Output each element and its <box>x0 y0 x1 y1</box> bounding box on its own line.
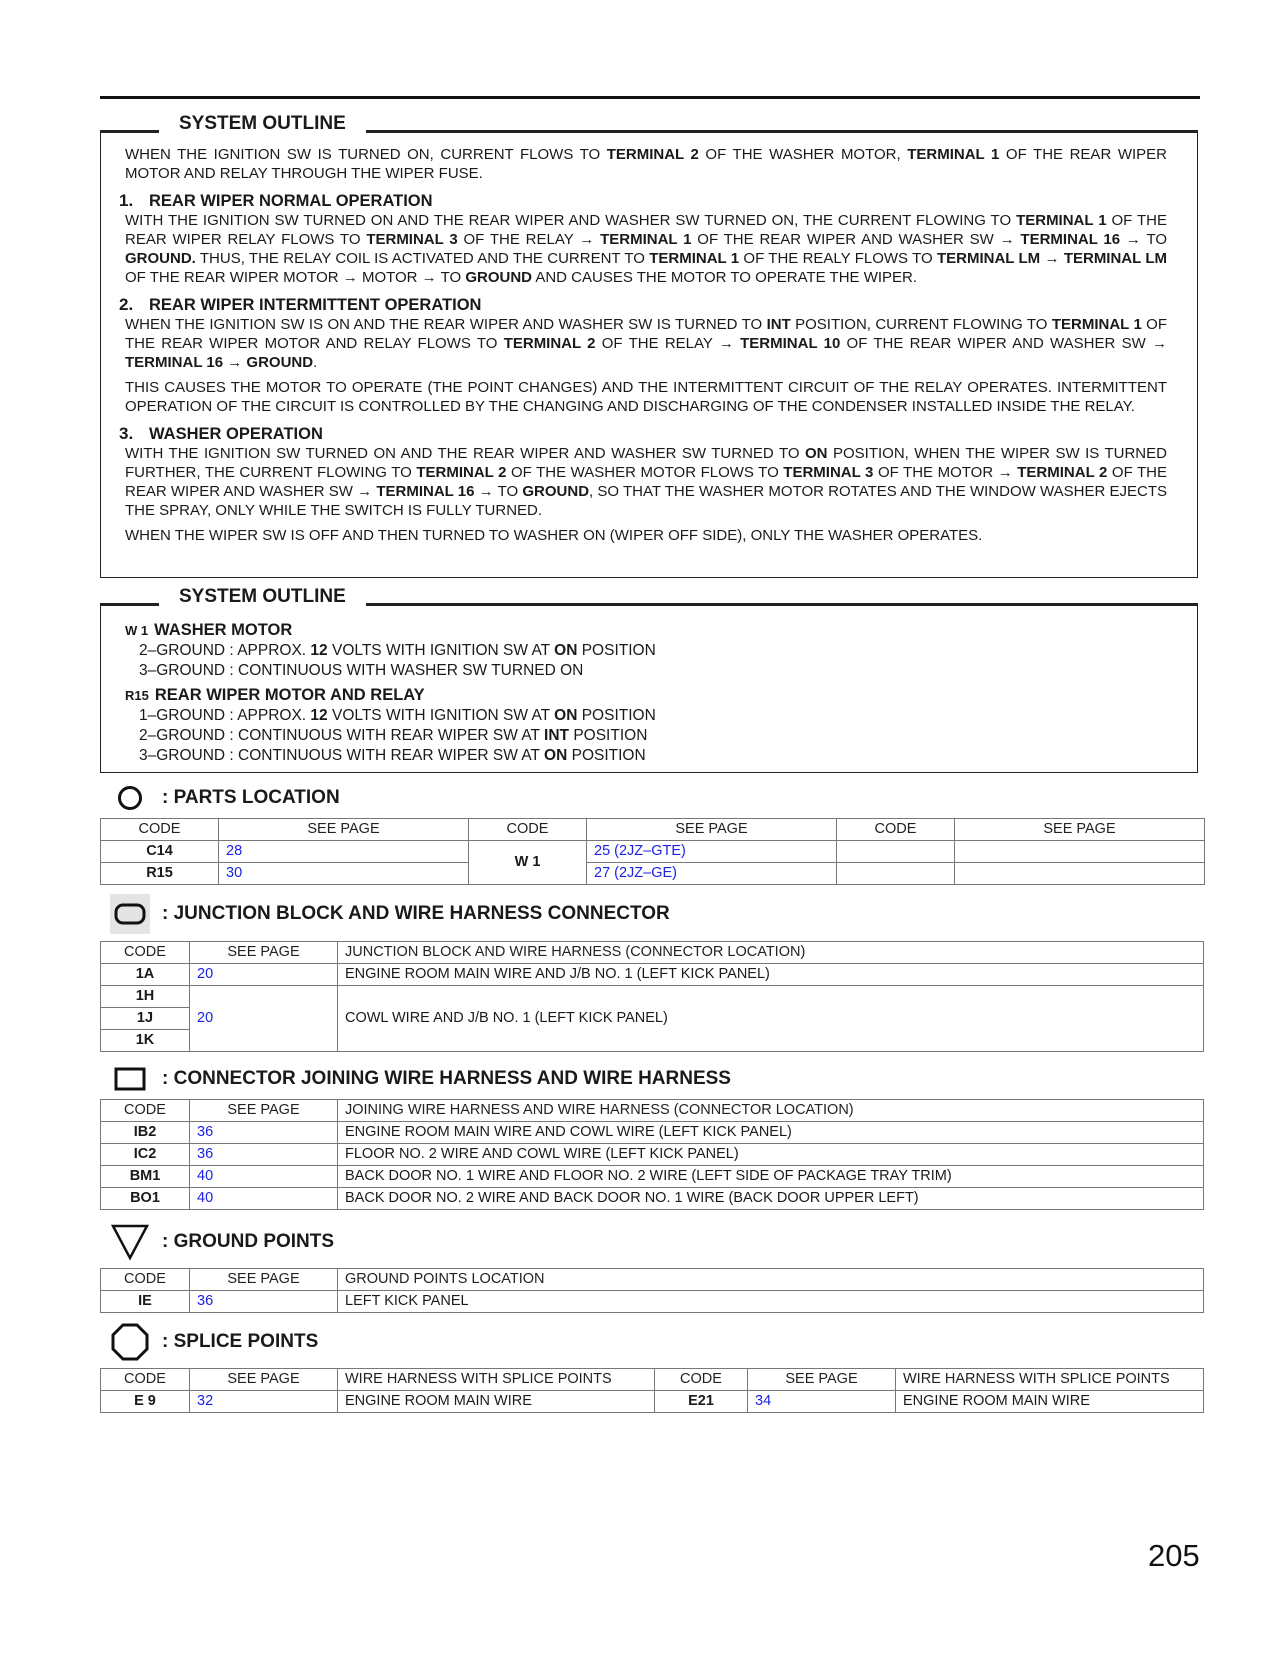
see-page-link[interactable]: 36 <box>190 1144 338 1166</box>
body-text: WITH THE IGNITION SW TURNED ON AND THE REAR WIPER AND WASHER SW TURNED ON, THE CURRENT FLOWING TO <box>125 212 1017 229</box>
body-text: WHEN THE IGNITION SW IS TURNED ON, CURRENT FLOWS TO <box>125 146 607 163</box>
service-hints-box <box>100 586 1198 773</box>
emphasis-text: ON <box>554 707 578 724</box>
emphasis-text: TERMINAL 16 <box>1020 231 1121 248</box>
see-page-link[interactable]: 36 <box>190 1122 338 1144</box>
see-page-link[interactable]: 27 (2JZ–GE) <box>587 863 837 885</box>
section-paragraph <box>125 444 1167 520</box>
octagon-icon <box>110 1322 150 1362</box>
body-text: , SO THAT THE WASHER MOTOR ROTATES AND THE WINDOW WASHER EJECTS THE SPRAY, ONLY WHILE THE SWITCH IS FULLY TURNED. <box>125 483 1167 519</box>
column-header: SEE PAGE <box>190 942 338 964</box>
column-header: CODE <box>101 942 190 964</box>
body-text: OF THE WASHER MOTOR FLOWS TO <box>506 464 784 481</box>
top-rule <box>100 96 1200 99</box>
column-header: SEE PAGE <box>219 819 469 841</box>
body-text: 3–GROUND : CONTINUOUS WITH WASHER SW TURNED ON <box>139 662 584 679</box>
column-header: SEE PAGE <box>190 1369 338 1391</box>
body-text: → <box>1040 250 1064 267</box>
triangle-down-icon <box>110 1222 150 1262</box>
section-heading <box>119 295 1167 315</box>
emphasis-text: GROUND <box>465 269 532 286</box>
ground-points-table <box>100 1268 1204 1313</box>
section-heading <box>119 191 1167 211</box>
body-text: 2–GROUND : CONTINUOUS WITH REAR WIPER SW AT <box>139 727 545 744</box>
connector-joining-heading <box>110 1059 731 1099</box>
body-text: 1–GROUND : APPROX. <box>139 707 311 724</box>
ground-points-heading <box>110 1222 334 1262</box>
column-header: WIRE HARNESS WITH SPLICE POINTS <box>338 1369 655 1391</box>
empty-cell <box>837 863 955 885</box>
connector-code: 1H <box>101 986 190 1008</box>
part-heading <box>125 620 656 641</box>
column-header: SEE PAGE <box>748 1369 896 1391</box>
connector-code: IC2 <box>101 1144 190 1166</box>
column-header: JOINING WIRE HARNESS AND WIRE HARNESS (CONNECTOR LOCATION) <box>338 1100 1204 1122</box>
connector-joining-table <box>100 1099 1204 1210</box>
splice-points-table <box>100 1368 1204 1413</box>
column-header: CODE <box>655 1369 748 1391</box>
check-line <box>139 641 656 661</box>
part-code: R15 <box>125 688 149 703</box>
body-text: . <box>313 354 318 371</box>
ground-location: LEFT KICK PANEL <box>338 1291 1204 1313</box>
page-number: 205 <box>1148 1538 1200 1573</box>
ground-points-title: : GROUND POINTS <box>162 1231 335 1252</box>
body-text: OF THE REAR WIPER AND WASHER SW → <box>691 231 1021 248</box>
emphasis-text: TERMINAL LM <box>936 250 1041 267</box>
junction-block-table <box>100 941 1204 1052</box>
connector-location: COWL WIRE AND J/B NO. 1 (LEFT KICK PANEL) <box>338 986 1204 1052</box>
connector-joining-title: : CONNECTOR JOINING WIRE HARNESS AND WIRE HARNESS <box>162 1068 731 1089</box>
body-text: 3–GROUND : CONTINUOUS WITH REAR WIPER SW AT <box>139 747 545 764</box>
connector-code: BM1 <box>101 1166 190 1188</box>
junction-block-title: : JUNCTION BLOCK AND WIRE HARNESS CONNECTOR <box>162 903 670 924</box>
system-outline-title: SYSTEM OUTLINE <box>159 113 366 135</box>
part-name: WASHER MOTOR <box>154 621 293 639</box>
connector-code: 1K <box>101 1030 190 1052</box>
section-number: 2. <box>119 295 134 314</box>
connector-code: IB2 <box>101 1122 190 1144</box>
part-code: R15 <box>101 863 219 885</box>
see-page-link[interactable]: 30 <box>219 863 469 885</box>
ground-code: IE <box>101 1291 190 1313</box>
connector-code: 1J <box>101 1008 190 1030</box>
table-row <box>101 1166 1204 1188</box>
section-number: 1. <box>119 191 134 210</box>
emphasis-text: TERMINAL 1 <box>600 231 692 248</box>
empty-cell <box>837 841 955 863</box>
see-page-link[interactable]: 28 <box>219 841 469 863</box>
emphasis-text: 12 <box>310 642 328 659</box>
connector-code: 1A <box>101 964 190 986</box>
body-text: WITH THE IGNITION SW TURNED ON AND THE REAR WIPER AND WASHER SW TURNED TO <box>125 445 805 462</box>
column-header: GROUND POINTS LOCATION <box>338 1269 1204 1291</box>
splice-points-title: : SPLICE POINTS <box>162 1331 319 1352</box>
splice-code: E21 <box>655 1391 748 1413</box>
body-text: THUS, THE RELAY COIL IS ACTIVATED AND THE CURRENT TO <box>195 250 650 267</box>
check-line <box>139 706 656 726</box>
parts-location-heading <box>110 778 340 818</box>
emphasis-text: INT <box>766 316 791 333</box>
body-text: POSITION <box>577 642 656 659</box>
emphasis-text: GROUND <box>522 483 590 500</box>
see-page-link[interactable]: 34 <box>748 1391 896 1413</box>
table-row <box>101 1391 1204 1413</box>
emphasis-text: TERMINAL 2 <box>503 335 596 352</box>
body-text: POSITION <box>569 727 648 744</box>
section-title: REAR WIPER NORMAL OPERATION <box>149 192 433 210</box>
section-heading <box>119 424 1167 444</box>
emphasis-text: TERMINAL 3 <box>366 231 458 248</box>
rounded-rect-icon <box>110 894 150 934</box>
splice-harness: ENGINE ROOM MAIN WIRE <box>896 1391 1204 1413</box>
table-row <box>101 1122 1204 1144</box>
emphasis-text: TERMINAL 1 <box>649 250 740 267</box>
emphasis-text: GROUND <box>246 354 314 371</box>
connector-location: BACK DOOR NO. 2 WIRE AND BACK DOOR NO. 1 WIRE (BACK DOOR UPPER LEFT) <box>338 1188 1204 1210</box>
body-text: WHEN THE IGNITION SW IS ON AND THE REAR WIPER AND WASHER SW IS TURNED TO <box>125 316 767 333</box>
emphasis-text: 12 <box>310 707 328 724</box>
column-header: CODE <box>469 819 587 841</box>
emphasis-text: TERMINAL 2 <box>606 146 699 163</box>
connector-location: BACK DOOR NO. 1 WIRE AND FLOOR NO. 2 WIRE (LEFT SIDE OF PACKAGE TRAY TRIM) <box>338 1166 1204 1188</box>
connector-location: FLOOR NO. 2 WIRE AND COWL WIRE (LEFT KICK PANEL) <box>338 1144 1204 1166</box>
see-page-link[interactable]: 20 <box>190 986 338 1052</box>
body-text: OF THE REAR WIPER MOTOR AND RELAY FLOWS TO <box>125 316 1168 352</box>
part-code: W 1 <box>469 841 587 885</box>
section-paragraph <box>125 211 1167 287</box>
section-paragraph <box>125 315 1167 372</box>
column-header: SEE PAGE <box>190 1269 338 1291</box>
emphasis-text: TERMINAL 3 <box>783 464 874 481</box>
body-text: POSITION <box>567 747 646 764</box>
emphasis-text: TERMINAL 10 <box>740 335 841 352</box>
check-line <box>139 726 656 746</box>
empty-cell <box>955 863 1205 885</box>
emphasis-text: TERMINAL 1 <box>1051 316 1142 333</box>
body-text: OF THE WASHER MOTOR, <box>698 146 908 163</box>
connector-location: ENGINE ROOM MAIN WIRE AND COWL WIRE (LEFT KICK PANEL) <box>338 1122 1204 1144</box>
see-page-link[interactable]: 25 (2JZ–GTE) <box>587 841 837 863</box>
body-text: WHEN THE WIPER SW IS OFF AND THEN TURNED TO WASHER ON (WIPER OFF SIDE), ONLY THE WASHER OPERATES. <box>125 527 983 544</box>
body-text: VOLTS WITH IGNITION SW AT <box>327 707 555 724</box>
see-page-link[interactable]: 40 <box>190 1166 338 1188</box>
emphasis-text: TERMINAL 2 <box>1017 464 1108 481</box>
body-text: POSITION <box>577 707 656 724</box>
body-text: AND CAUSES THE MOTOR TO OPERATE THE WIPER. <box>531 269 918 286</box>
table-row <box>101 863 1205 885</box>
body-text: OF THE RELAY → <box>595 335 741 352</box>
body-text: 2–GROUND : APPROX. <box>139 642 311 659</box>
emphasis-text: ON <box>544 747 568 764</box>
service-hints-header <box>101 585 1197 609</box>
section-paragraph <box>125 378 1167 416</box>
body-text: OF THE MOTOR → <box>873 464 1018 481</box>
body-text: VOLTS WITH IGNITION SW AT <box>327 642 555 659</box>
check-line <box>139 746 656 766</box>
table-row <box>101 964 1204 986</box>
square-icon <box>110 1059 150 1099</box>
emphasis-text: TERMINAL 2 <box>416 464 507 481</box>
parts-location-table <box>100 818 1205 885</box>
emphasis-text: TERMINAL 16 <box>376 483 475 500</box>
system-outline-header <box>101 112 1197 136</box>
column-header: CODE <box>101 819 219 841</box>
body-text: → TO <box>1120 231 1168 248</box>
body-text: → TO <box>474 483 523 500</box>
part-name: REAR WIPER MOTOR AND RELAY <box>154 686 425 704</box>
column-header: SEE PAGE <box>955 819 1205 841</box>
body-text: THIS CAUSES THE MOTOR TO OPERATE (THE POINT CHANGES) AND THE INTERMITTENT CIRCUIT OF THE RELAY OPERATES. INTERMITTENT OPERATION OF THE CIRCUIT IS CONTROLLED BY THE CHANGING AND DISCHARGING OF THE CONDENSER INSTALLED INSIDE THE RELAY. <box>125 379 1167 415</box>
circle-icon <box>110 778 150 818</box>
emphasis-text: ON <box>554 642 578 659</box>
column-header: CODE <box>101 1269 190 1291</box>
see-page-link[interactable]: 20 <box>190 964 338 986</box>
column-header: JUNCTION BLOCK AND WIRE HARNESS (CONNECTOR LOCATION) <box>338 942 1204 964</box>
service-hints-title: SYSTEM OUTLINE <box>159 586 366 608</box>
body-text: OF THE REAR WIPER AND WASHER SW → <box>840 335 1167 352</box>
see-page-link[interactable]: 40 <box>190 1188 338 1210</box>
see-page-link[interactable]: 32 <box>190 1391 338 1413</box>
table-row <box>101 1188 1204 1210</box>
splice-code: E 9 <box>101 1391 190 1413</box>
connector-code: BO1 <box>101 1188 190 1210</box>
part-heading <box>125 685 656 706</box>
intro-paragraph <box>125 145 1167 183</box>
connector-location: ENGINE ROOM MAIN WIRE AND J/B NO. 1 (LEFT KICK PANEL) <box>338 964 1204 986</box>
body-text: OF THE REAR WIPER MOTOR → MOTOR → TO <box>125 269 466 286</box>
body-text: OF THE RELAY → <box>457 231 601 248</box>
emphasis-text: GROUND. <box>125 250 196 267</box>
column-header: CODE <box>837 819 955 841</box>
body-text: → <box>223 354 247 371</box>
body-text: POSITION, CURRENT FLOWING TO <box>790 316 1052 333</box>
column-header: WIRE HARNESS WITH SPLICE POINTS <box>896 1369 1204 1391</box>
section-title: REAR WIPER INTERMITTENT OPERATION <box>149 296 482 314</box>
emphasis-text: INT <box>544 727 570 744</box>
table-row <box>101 841 1205 863</box>
emphasis-text: TERMINAL LM <box>1063 250 1168 267</box>
part-code: C14 <box>101 841 219 863</box>
see-page-link[interactable]: 36 <box>190 1291 338 1313</box>
emphasis-text: TERMINAL 1 <box>907 146 1000 163</box>
emphasis-text: TERMINAL 16 <box>125 354 224 371</box>
body-text: OF THE REAR WIPER RELAY FLOWS TO <box>125 212 1167 248</box>
splice-harness: ENGINE ROOM MAIN WIRE <box>338 1391 655 1413</box>
body-text: OF THE REALY FLOWS TO <box>739 250 937 267</box>
check-line <box>139 661 656 681</box>
junction-block-heading <box>110 894 670 934</box>
table-row <box>101 1144 1204 1166</box>
body-text: OF THE REAR WIPER AND WASHER SW → <box>125 464 1168 500</box>
body-text: POSITION, WHEN THE WIPER SW IS TURNED FURTHER, THE CURRENT FLOWING TO <box>125 445 1167 481</box>
table-row <box>101 1291 1204 1313</box>
system-outline-box <box>100 113 1198 578</box>
column-header: CODE <box>101 1369 190 1391</box>
empty-cell <box>955 841 1205 863</box>
table-row <box>101 986 1204 1008</box>
parts-location-title: : PARTS LOCATION <box>162 787 340 808</box>
part-code: W 1 <box>125 623 149 638</box>
section-paragraph <box>125 526 1167 545</box>
column-header: CODE <box>101 1100 190 1122</box>
emphasis-text: ON <box>805 445 828 462</box>
column-header: SEE PAGE <box>190 1100 338 1122</box>
emphasis-text: TERMINAL 1 <box>1016 212 1107 229</box>
column-header: SEE PAGE <box>587 819 837 841</box>
splice-points-heading <box>110 1322 318 1362</box>
section-title: WASHER OPERATION <box>149 425 323 443</box>
body-text: OF THE REAR WIPER MOTOR AND RELAY THROUGH THE WIPER FUSE. <box>125 146 1167 182</box>
section-number: 3. <box>119 424 134 443</box>
